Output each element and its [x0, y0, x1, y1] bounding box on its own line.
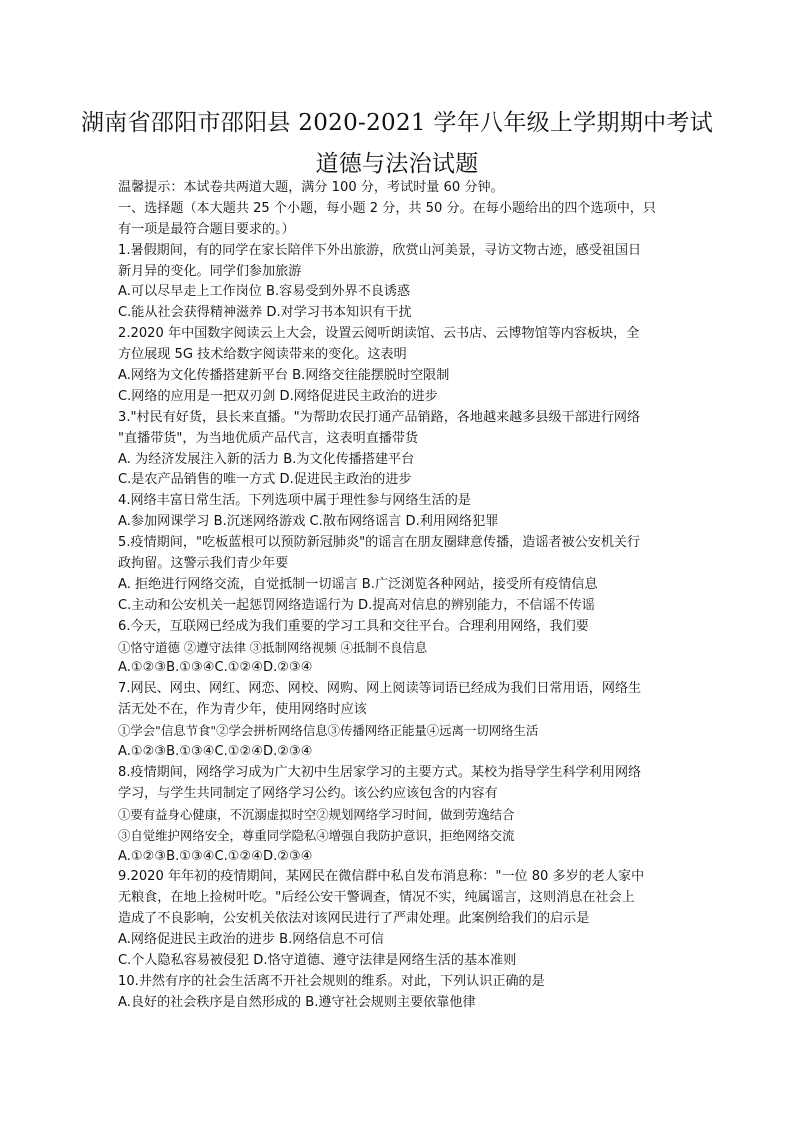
question-2-stem: 方位展现 5G 技术给数字阅读带来的变化。这表明	[118, 347, 407, 363]
question-3-options: C.是农产品销售的唯一方式 D.促进民主政治的进步	[118, 472, 412, 488]
question-9-stem: 造成了不良影响，公安机关依法对该网民进行了严肃处理。此案例给我们的启示是	[118, 911, 590, 927]
question-5-options: A. 拒绝进行网络交流，自觉抵制一切谣言 B.广泛浏览各种网站，接受所有疫情信息	[118, 576, 598, 592]
question-8-items: ③自觉维护网络安全，尊重同学隐私④增强自我防护意识，拒绝网络交流	[118, 827, 515, 843]
exam-body	[118, 178, 678, 1014]
question-2-stem: 2.2020 年中国数字阅读云上大会，设置云阅听朗读馆、云书店、云博物馆等内容板块，全	[118, 326, 640, 342]
question-1-stem: 1.暑假期间，有的同学在家长陪伴下外出旅游，欣赏山河美景，寻访文物古迹，感受祖国日	[118, 242, 642, 258]
question-6-items: ①恪守道德 ②遵守法律 ③抵制网络视频 ④抵制不良信息	[118, 639, 428, 655]
question-7-items: ①学会"信息节食"②学会拼析网络信息③传播网络正能量④远离一切网络生活	[118, 723, 539, 739]
section-heading-line: 有一项是最符合题目要求的。）	[118, 221, 295, 237]
exam-subtitle: 道德与法治试题	[315, 151, 479, 177]
question-8-stem: 学习，与学生共同制定了网络学习公约。该公约应该包含的内容有	[118, 785, 498, 801]
question-1-options: C.能从社会获得精神滋养 D.对学习书本知识有干扰	[118, 305, 412, 321]
question-9-stem: 无粮食，在地上捡树叶吃。"后经公安干警调查，情况不实，纯属谣言，这则消息在社会上	[118, 890, 635, 906]
question-8-options: A.①②③B.①③④C.①②④D.②③④	[118, 848, 313, 864]
question-5-options: C.主动和公安机关一起惩罚网络造谣行为 D.提高对信息的辨别能力，不信谣不传谣	[118, 597, 595, 613]
exam-title: 湖南省邵阳市邵阳县 2020-2021 学年八年级上学期期中考试	[80, 110, 714, 136]
question-3-stem: "直播带货"，为当地优质产品代言，这表明直播带货	[118, 430, 419, 446]
question-6-stem: 6.今天，互联网已经成为我们重要的学习工具和交往平台。合理利用网络，我们要	[118, 618, 589, 634]
question-10-stem: 10.井然有序的社会生活离不开社会规则的维系。对此，下列认识正确的是	[118, 973, 545, 989]
question-3-options: A. 为经济发展注入新的活力 B.为文化传播搭建平台	[118, 451, 415, 467]
question-7-stem: 活无处不在，作为青少年，使用网络时应该	[118, 702, 367, 718]
question-10-options: A.良好的社会秩序是自然形成的 B.遵守社会规则主要依靠他律	[118, 994, 476, 1010]
question-3-stem: 3."村民有好货，县长来直播。"为帮助农民打通产品销路，各地越来越多县级干部进行网络	[118, 409, 641, 425]
question-6-options: A.①②③B.①③④C.①②④D.②③④	[118, 660, 313, 676]
question-2-options: A.网络为文化传播搭建新平台 B.网络交往能摆脱时空限制	[118, 368, 450, 384]
question-5-stem: 政拘留。这警示我们青少年要	[118, 556, 289, 572]
question-2-options: C.网络的应用是一把双刃剑 D.网络促进民主政治的进步	[118, 388, 438, 404]
question-1-options: A.可以尽早走上工作岗位 B.容易受到外界不良诱惑	[118, 284, 411, 300]
question-8-stem: 8.疫情期间，网络学习成为广大初中生居家学习的主要方式。某校为指导学生科学利用网络	[118, 764, 642, 780]
question-9-stem: 9.2020 年年初的疫情期间，某网民在微信群中私自发布消息称："一位 80 多岁的老人家中	[118, 869, 645, 885]
section-heading-line: 一、选择题（本大题共 25 个小题，每小题 2 分，共 50 分。在每小题给出的四个选项中，只	[118, 200, 656, 216]
question-5-stem: 5.疫情期间，"吃板蓝根可以预防新冠肺炎"的谣言在朋友圈肆意传播，造谣者被公安机关行	[118, 535, 641, 551]
question-7-stem: 7.网民、网虫、网红、网恋、网校、网购、网上阅读等词语已经成为我们日常用语，网络生	[118, 681, 642, 697]
question-4-stem: 4.网络丰富日常生活。下列选项中属于理性参与网络生活的是	[118, 493, 471, 509]
question-7-options: A.①②③B.①③④C.①②④D.②③④	[118, 744, 313, 760]
question-9-options: C.个人隐私容易被侵犯 D.恪守道德、遵守法律是网络生活的基本准则	[118, 952, 517, 968]
notice-line: 温馨提示：本试卷共两道大题，满分 100 分，考试时量 60 分钟。	[118, 180, 504, 195]
question-1-stem: 新月异的变化。同学们参加旅游	[118, 263, 302, 279]
question-4-options: A.参加网课学习 B.沉迷网络游戏 C.散布网络谣言 D.利用网络犯罪	[118, 514, 499, 530]
question-8-items: ①要有益身心健康，不沉溺虚拟时空②规划网络学习时间，做到劳逸结合	[118, 806, 515, 822]
question-9-options: A.网络促进民主政治的进步 B.网络信息不可信	[118, 932, 384, 948]
